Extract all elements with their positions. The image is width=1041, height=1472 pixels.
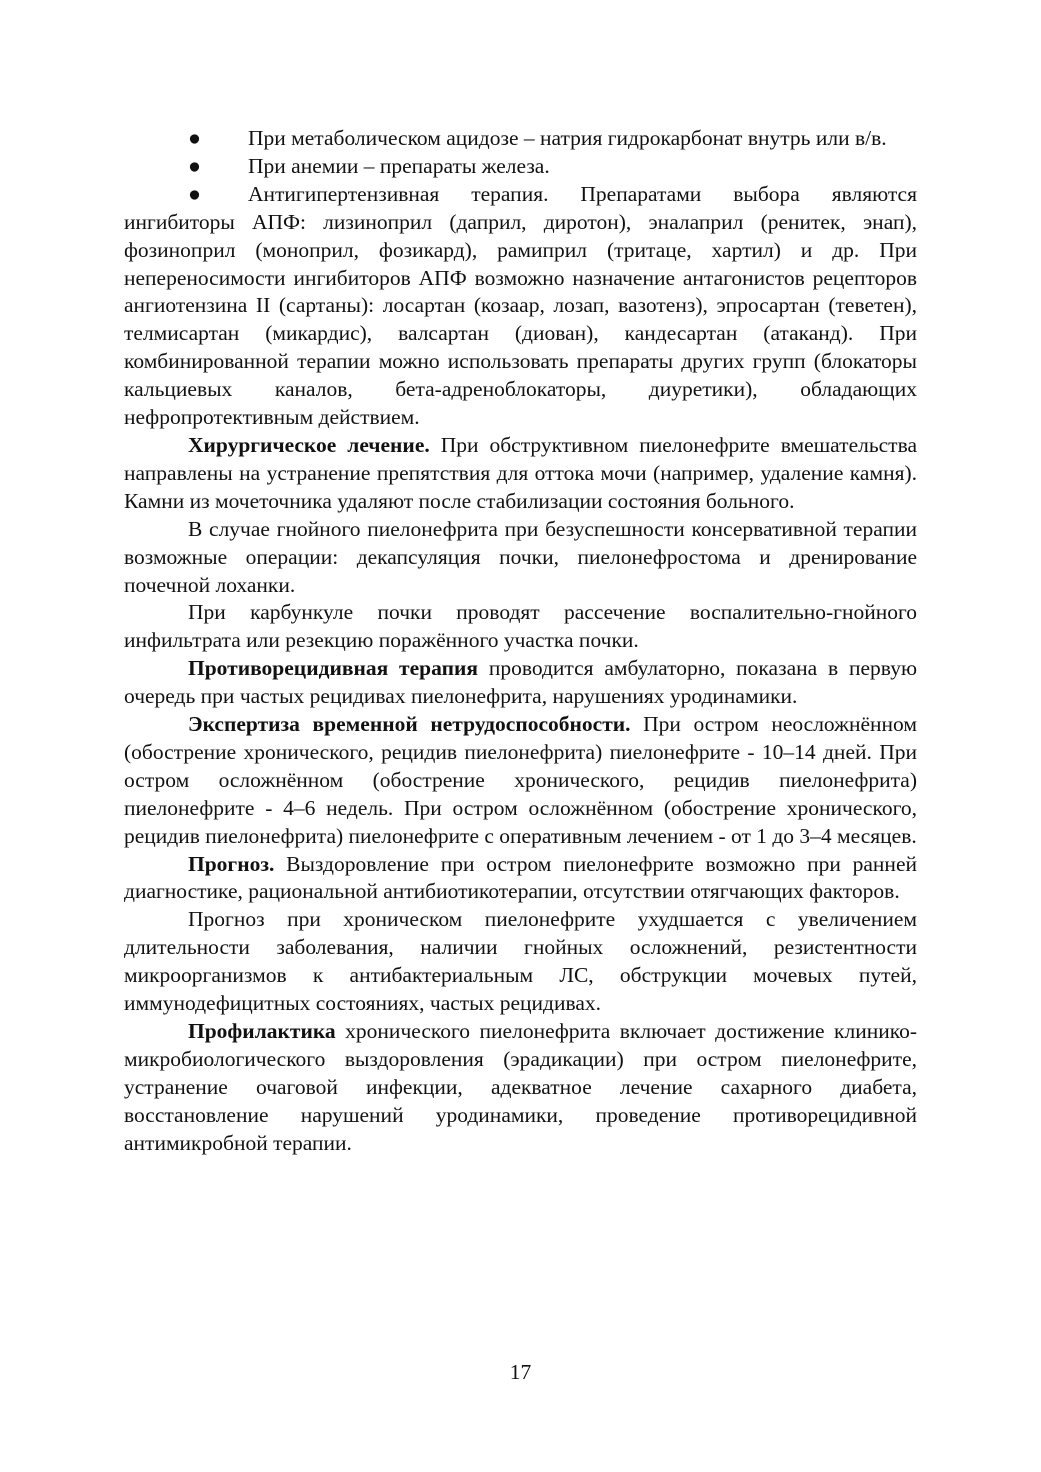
paragraph-antirelapse [124,655,917,711]
bullet-paragraph-acidosis [124,125,917,153]
bullet-marker: ● [188,153,201,178]
heading-antirelapse: Противорецидивная терапия [188,656,478,681]
text-disability: При остром неосложнённом (обострение хронического, рецидив пиелонефрита) пиелонефрите - 10–14 дней. При остром осложнённом (обострение хронического, рецидив пиелонефрита) пиелонефрите - 4–6 недель. При остром осложнённом (обострение хронического, рецидив пиелонефрита) пиелонефрите с оперативным лечением - от 1 до 3–4 месяцев. [124,712,917,848]
heading-prevention: Профилактика [188,1019,336,1043]
heading-surgery: Хирургическое лечение. [188,432,430,457]
bullet-marker: ● [188,181,201,206]
heading-disability: Экспертиза временной нетрудоспособности. [188,712,631,737]
paragraph-prevention [124,1018,917,1158]
paragraph-surgery [124,432,917,516]
text-carbuncle: При карбункуле почки проводят рассечение воспалительно-гнойного инфильтрата или резекцию поражённого участка почки. [124,600,917,653]
heading-prognosis: Прогноз. [188,851,275,876]
text-prognosis-chronic: Прогноз при хроническом пиелонефрите ухудшается с увеличением длительности заболевания, наличии гнойных осложнений, резистентности микроорганизмов к антибактериальным ЛС, обструкции мочевых путей, иммунодефицитных состояниях, частых рецидивах. [124,907,917,1016]
page-number: 17 [509,1360,532,1384]
paragraph-carbuncle [124,599,917,655]
text-surgery: При обструктивном пиелонефрите вмешательства направлены на устранение препятствия для оттока мочи (например, удаление камня). Камни из мочеточника удаляют после стабилизации состояния больного. [124,432,917,513]
text-prevention: хронического пиелонефрита включает достижение клинико-микробиологического выздоровления (эрадикации) при остром пиелонефрите, устранение очаговой инфекции, адекватное лечение сахарного диабета, восстановление нарушений уродинамики, проведение противорецидивной антимикробной терапии. [124,1019,917,1155]
bullet-paragraph-anemia [124,153,917,181]
text-purulent: В случае гнойного пиелонефрита при безуспешности консервативной терапии возможные операции: декапсуляция почки, пиелонефростома и дренирование почечной лоханки. [124,516,917,597]
bullet-text: Антигипертензивная терапия. Препаратами выбора являются ингибиторы АПФ: лизиноприл (даприл, диротон), эналаприл (ренитек, энап), фозиноприл (моноприл, фозикард), рамиприл (тритаце, хартил) и др. При непереносимости ингибиторов АПФ возможно назначение антагонистов рецепторов ангиотензина II (сартаны): лосартан (козаар, лозап, вазотенз), эпросартан (теветен), телмисартан (микардис), валсартан (диован), кандесартан (атаканд). При комбинированной терапии можно использовать препараты других групп (блокаторы кальциевых каналов, бета-адреноблокаторы, диуретики), обладающих нефропротективным действием. [124,181,917,430]
paragraph-prognosis [124,851,917,907]
text-prognosis: Выздоровление при остром пиелонефрите возможно при ранней диагностике, рациональной антибиотикотерапии, отсутствии отягчающих факторов. [124,851,917,904]
paragraph-disability [124,711,917,851]
bullet-paragraph-antihypertensive [124,181,917,432]
text-antirelapse: проводится амбулаторно, показана в первую очередь при частых рецидивах пиелонефрита, нарушениях уродинамики. [124,656,918,709]
bullet-marker: ● [188,126,201,150]
bullet-text: При метаболическом ацидозе – натрия гидрокарбонат внутрь или в/в. [248,126,887,150]
paragraph-prognosis-chronic [124,906,917,1018]
paragraph-purulent [124,516,917,600]
bullet-text: При анемии – препараты железа. [248,153,550,178]
page-body [124,125,917,1158]
